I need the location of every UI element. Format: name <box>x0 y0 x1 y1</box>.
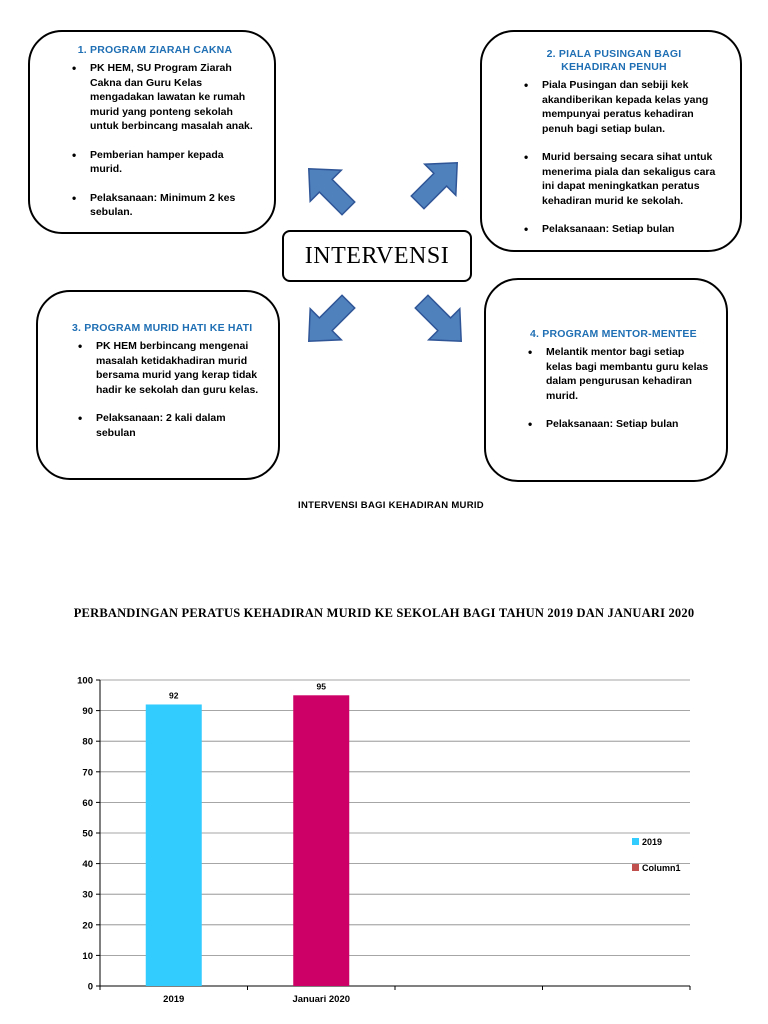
y-tick-label: 60 <box>82 797 93 809</box>
y-tick-label: 20 <box>82 920 93 932</box>
arrow-up-left-icon <box>290 150 370 230</box>
box-title: 1. PROGRAM ZIARAH CAKNA <box>77 44 233 56</box>
list-item: • Pelaksanaan: Setiap bulan <box>524 222 724 237</box>
arrow-down-right-icon <box>400 280 480 360</box>
x-tick-label: 2019 <box>163 994 185 1005</box>
list-item: • Pelaksanaan: 2 kali dalam sebulan <box>78 411 262 440</box>
list-item: • Pemberian hamper kepada murid. <box>72 148 258 177</box>
intervention-box-2 <box>480 30 742 252</box>
box-list <box>78 339 262 440</box>
list-item: • Pelaksanaan: Minimum 2 kes sebulan. <box>72 191 258 220</box>
y-tick-label: 80 <box>82 736 93 748</box>
arrow-down-left-icon <box>290 280 370 360</box>
diagram-caption: INTERVENSI BAGI KEHADIRAN MURID <box>298 500 484 511</box>
y-tick-label: 50 <box>82 828 93 840</box>
intervention-box-3 <box>36 290 280 480</box>
arrow-up-right-icon <box>396 144 476 224</box>
y-tick-label: 100 <box>77 675 93 687</box>
list-item: • Piala Pusingan dan sebiji kek akandiberikan kepada kelas yang mempunyai peratus kehadiran penuh bagi setiap bulan. <box>524 78 724 136</box>
legend-swatch <box>632 864 639 871</box>
list-item: • Pelaksanaan: Setiap bulan <box>528 417 710 432</box>
box-list <box>72 61 258 220</box>
intervention-box-1 <box>28 30 276 234</box>
y-tick-label: 70 <box>82 767 93 779</box>
list-item: • PK HEM, SU Program Ziarah Cakna dan Guru Kelas mengadakan lawatan ke rumah murid yang ponteng sekolah untuk berbincang masalah anak. <box>72 61 258 134</box>
y-tick-label: 40 <box>82 859 93 871</box>
box-title: 4. PROGRAM MENTOR-MENTEE <box>530 328 697 340</box>
intervention-box-4 <box>484 278 728 482</box>
center-label: INTERVENSI <box>282 230 472 282</box>
y-tick-label: 10 <box>82 950 93 962</box>
legend-label: 2019 <box>642 837 663 847</box>
box-title: 2. PIALA PUSINGAN BAGI KEHADIRAN PENUH <box>546 48 682 73</box>
y-tick-label: 30 <box>82 889 93 901</box>
list-item: • Melantik mentor bagi setiap kelas bagi membantu guru kelas dalam pengurusan kehadiran murid. <box>528 345 710 403</box>
bar <box>293 695 349 986</box>
box-list <box>524 78 724 237</box>
chart-title: PERBANDINGAN PERATUS KEHADIRAN MURID KE SEKOLAH BAGI TAHUN 2019 DAN JANUARI 2020 <box>73 606 695 620</box>
list-item: • PK HEM berbincang mengenai masalah ketidakhadiran murid bersama murid yang kerap tidak hadir ke sekolah dan guru kelas. <box>78 339 262 397</box>
y-tick-label: 0 <box>87 981 93 993</box>
y-tick-label: 90 <box>82 706 93 718</box>
x-tick-label: Januari 2020 <box>292 994 351 1005</box>
list-item: • Murid bersaing secara sihat untuk menerima piala dan sekaligus cara ini dapat meningkatkan peratus kehadiran murid ke sekolah. <box>524 150 724 208</box>
box-list <box>528 345 710 432</box>
bar <box>146 704 202 986</box>
bar-chart <box>60 670 740 1010</box>
legend-label: Column1 <box>642 863 681 873</box>
data-label: 95 <box>316 681 326 692</box>
legend-swatch <box>632 838 639 845</box>
data-label: 92 <box>169 690 179 701</box>
box-title: 3. PROGRAM MURID HATI KE HATI <box>72 322 253 334</box>
